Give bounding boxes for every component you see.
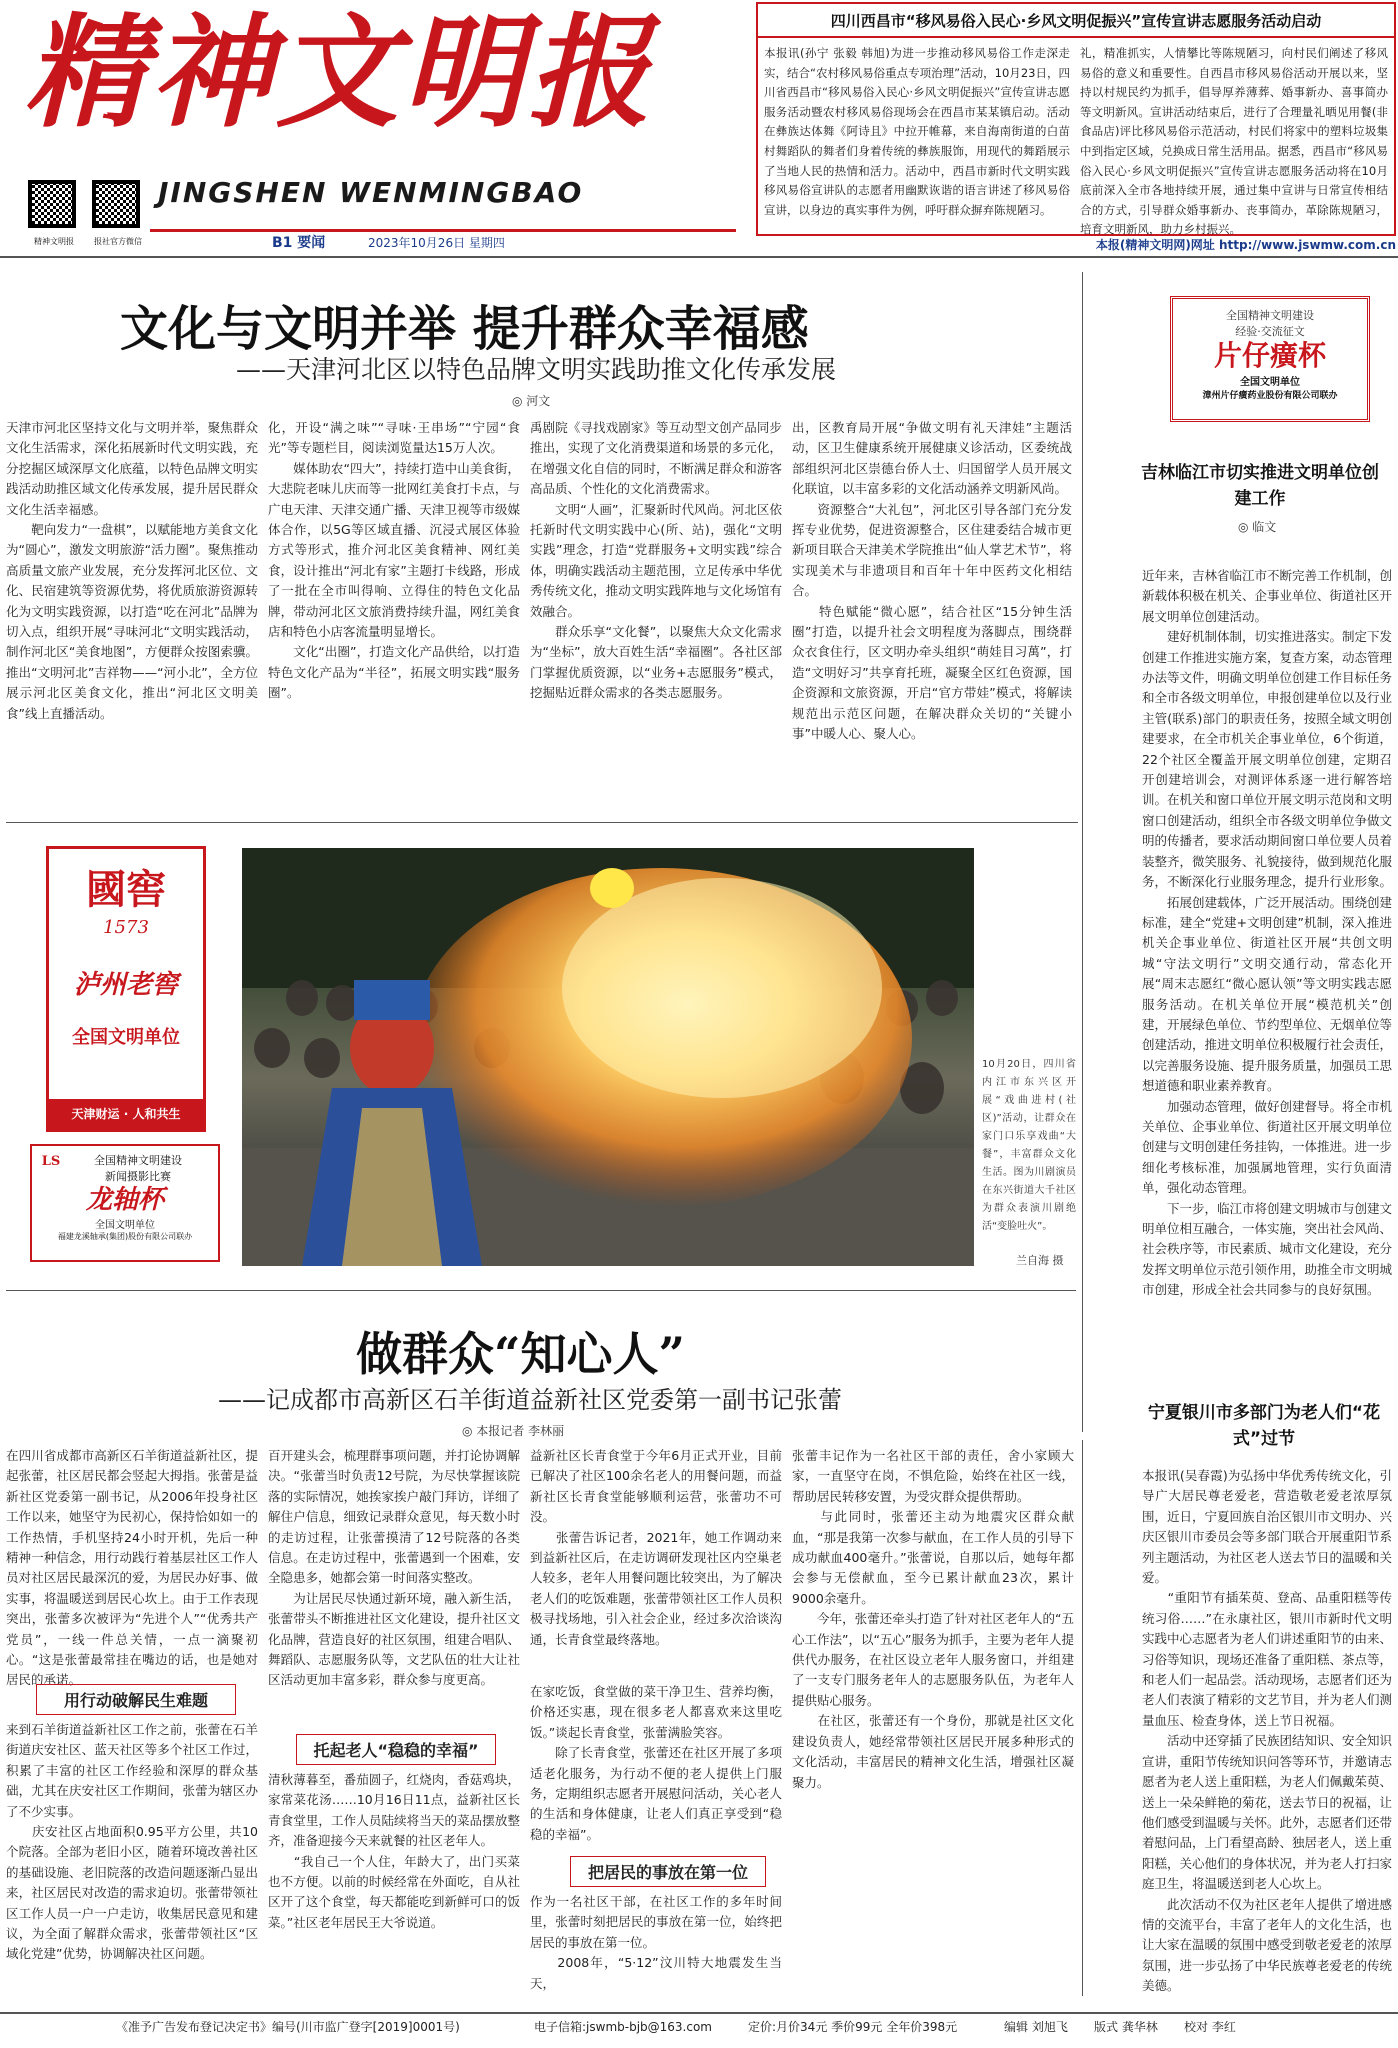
ad2-line1: 全国精神文明建设 [94,1154,182,1167]
luzhou-slogan: 天津财运 · 人和共生 [49,1099,203,1129]
right-story-headline: 吉林临江市切实推进文明单位创建工作 [1141,463,1379,509]
ad2-line2: 新闻摄影比赛 [105,1170,171,1183]
ad2-sponsor1: 全国文明单位 [95,1220,155,1231]
feature-col1b: 来到石羊街道益新社区工作之前，张蕾在石羊街道庆安社区、蓝天社区等多个社区工作过，积累了丰富的社区工作经验和深厚的群众基础，尤其在庆安社区工作期间，张蕾为辖区办了不少实事。 庆安社区占地面积0.95平方公里，共10个院落。全部为老旧小区，随着环境改善社区的基础设施、老旧院落的改造问题逐渐凸显出来，社区居民对改造的需求迫切。张蕾带领社区工作人员一户一户走访，收集居民意见和建议，为全面了解群众需求，张蕾带领社区“区域化党建”优势，协调解决社区问题。 [6,1722,258,1962]
ad2-product: 龙轴杯 [85,1185,164,1215]
feature-headline: 做群众“知心人” [356,1327,685,1381]
right-story-byline [1238,518,1276,535]
lead-subhead: ——天津河北区以特色品牌文明实践助推文化传承发展 [236,355,837,384]
ad-product: 片仔癀杯 [1213,339,1326,372]
lead-col3: 禹剧院《寻找戏剧家》等互动型文创产品同步推出，实现了文化消费渠道和场景的多元化，在增强文化自信的同时，不断满足群众和游客高品质、个性化的文化消费需求。 文明“人画”，汇聚新时代风尚。河北区依托新时代文明实践中心(所、站)，强化“文明实践”理念，打造“党群服务+文明实践”综合体，明确实践活动主题范围，立足传承中华优秀传统文化，推动文明实践阵地与文化场馆有效融合。 群众乐享“文化餐”，以聚焦大众文化需求为“坐标”，放大百姓生活“幸福圈”。各社区部门掌握优质资源，以“业务+志愿服务”模式，挖掘贴近群众需求的各类志愿服务。 [530,420,782,701]
masthead-title [24,2,724,142]
ad-line1: 全国精神文明建设 [1226,309,1314,322]
guojiao-year: 1573 [103,917,149,938]
qr-caption-2: 报社官方微信 [94,237,142,246]
footer-price: 定价:月价34元 季价99元 全年价398元 [748,2020,958,2034]
feature-col3a: 益新社区长青食堂于今年6月正式开业，目前已解决了社区100余名老人的用餐问题，而益新社区长青食堂能够顺利运营，张蕾功不可没。 张蕾告诉记者，2021年，她工作调动来到益新社区后，在走访调研发现社区内空巢老人较多，老年人用餐问题比较突出，为了解决老人们的吃饭难题，张蕾带领社区工作人员积极寻找场地，引入社会企业，经过多次洽谈沟通，长青食堂最终落地。 [530,1448,782,1647]
footer-proof: 校对 李红 [1184,2020,1236,2034]
footer-email[interactable]: 电子信箱:jswmb-bjb@163.com [534,2020,712,2034]
feature-byline [462,1422,564,1439]
yinchuan-body: 本报讯(吴春霞)为弘扬中华优秀传统文化，引导广大居民尊老爱老，营造敬老爱老浓厚氛围，近日，宁夏回族自治区银川市文明办、兴庆区银川市委员会等多部门联合开展重阳节系列主题活动，为社区老人送去节日的温暖和关爱。 “重阳节有插茱萸、登高、品重阳糕等传统习俗……”在永康社区，银川市新时代文明实践中心志愿者为老人们讲述重阳节的由来、习俗等知识，现场还准备了重阳糕、茶点等，和老人们一起品尝。活动现场，志愿者们还为老人们表演了精彩的文艺节目，并为老人们测量血压、检查身体，送上节日祝福。 活动中还穿插了民族团结知识、安全知识宣讲，重阳节传统知识问答等环节，并邀请志愿者为老人送上重阳糕，为老人们佩戴茱萸、送上一朵朵鲜艳的菊花，送去节日的祝福，让他们感受到温暖与关怀。此外，志愿者们还带着慰问品，上门看望高龄、独居老人，送上重阳糕，关心他们的身体状况，并为老人打扫家庭卫生，将温暖送到老人心坎上。 此次活动不仅为社区老年人提供了增进感情的交流平台，丰富了老年人的文化生活，也让大家在温暖的氛围中感受到敬老爱老的浓厚氛围，进一步弘扬了中华民族尊老爱老的传统美德。 [1142,1468,1393,1994]
feature-subhead-3: 把居民的事放在第一位 [570,1856,766,1887]
feature-col4a: 张蕾丰记作为一名社区干部的责任，舍小家顾大家，一直坚守在岗，不惧危险，始终在社区一线，帮助居民转移安置，为受灾群众提供帮助。 与此同时，张蕾还主动为地震灾区群众献血，“那是我第一次参与献血，在工作人员的引导下成功献血400毫升。”张蕾说，自那以后，她每年都会参与无偿献血，至今已累计献血23次，累计9000余毫升。 今年，张蕾还牵头打造了针对社区老年人的“五心工作法”，以“五心”服务为抓手，主要为老年人提供代办服务，在社区设立老年人服务窗口，并组建了一支专门服务老年人的志愿服务队伍，为老年人提供贴心服务。 在社区，张蕾还有一个身份，那就是社区文化建设负责人，她经常带领社区居民开展多种形式的文化活动，丰富居民的精神文化生活，增强社区凝聚力。 [792,1448,1074,1790]
feature-byline-text: 本报记者 李林丽 [476,1424,565,1438]
feature-col3c: 作为一名社区干部，在社区工作的多年时间里，张蕾时刻把居民的事放在第一位，始终把居民的事放在第一位。 2008年，“5·12”汶川特大地震发生当天， [530,1894,782,1991]
footer [0,2018,1398,2042]
feature-subhead-1: 用行动破解民生难题 [36,1684,236,1715]
lead-col4: 出，区教育局开展“争做文明有礼天津娃”主题活动，区卫生健康系统开展健康义诊活动，区委统战部组织河北区崇德台侨人士、归国留学人员开展文化联谊，以丰富多彩的文化活动涵养文明新风尚。 资源整合“大礼包”，河北区引导各部门充分发挥专业优势，促进资源整合，区住建委结合城市更新项目联合天津美术学院推出“仙人掌艺术节”，将实现美术与非遗项目和百年十年中医药文化相结合。 特色赋能“微心愿”，结合社区“15分钟生活圈”打造，以提升社会文明程度为落脚点，围绕群众衣食住行，区文明办牵头组织“萌娃目习萬”，打造“文明好习”共享育托班，凝聚全区红色资源，国企资源和文旅资源，开启“官方带娃”模式，将解读规范出示范区问题，在解决群众关切的“关键小事”中暖人心、聚人心。 [792,420,1072,742]
feature-col3b: 在家吃饭，食堂做的菜干净卫生、营养均衡，价格还实惠，现在很多老人都喜欢来这里吃饭。”谈起长青食堂，张蕾满脸笑容。 除了长青食堂，张蕾还在社区开展了多项适老化服务，为行动不便的老人提供上门服务，定期组织志愿者开展慰问活动，关心老人的生活和身体健康，让老人们真正享受到“稳稳的幸福”。 [530,1684,782,1842]
qr-caption-1: 精神文明报 [34,237,74,246]
pianzaihuang-ad [1170,296,1370,422]
masthead-rule [150,229,736,232]
section-label: B1 要闻 [272,235,326,251]
news-photo [242,848,974,1266]
pen-icon: ◎ [512,394,527,408]
pen-icon: ◎ [1238,520,1253,534]
luzhou-title: 全国文明单位 [72,1027,180,1048]
right-col-divider-2 [1082,1440,1083,1996]
footer-rule [0,2012,1398,2014]
top-story-headline: 四川西昌市“移风易俗入民心·乡风文明促振兴”宣传宣讲志愿服务活动启动 [758,4,1394,38]
lead-col2: 化，开设“满之味”“寻味·王串场”“宁园“食光”等专题栏目，阅读浏览量达15万人次。 媒体助农“四大”，持续打造中山美食街，大悲院老味儿庆而等一批网红美食打卡点，与广电天津、天津交通广播、天津卫视等市级媒体合作，以5G等区域直播、沉浸式展区体验方式等形式，推介河北区美食精神、网红美食，设计推出“河北有家”主题打卡线路，形成了一批在全市叫得响、立得住的特色文化品牌，带动河北区文旅消费持续升温，网红美食店和特色小店客流量明显增长。 文化“出圈”，打造文化产品供给，以打造特色文化产品为“半径”，拓展文明实践“服务圈”。 [268,420,520,701]
lead-col1: 天津市河北区坚持文化与文明并举，聚焦群众文化生活需求，深化拓展新时代文明实践，充分挖掘区域深厚文化底蕴，以特色品牌文明实践活动助推区域文化传承发展，提升居民群众文化生活幸福感。 靶向发力“一盘棋”，以赋能地方美食文化为“圆心”，激发文明旅游“活力圈”。聚焦推动高质量文旅产业发展，充分发挥河北区位、文化、民宿建筑等资源优势，将优质旅游资源转化为文明实践资源，以打造“吃在河北”品牌为切入点，组织开展“寻味河北“文明实践活动，制作河北区“美食地图”，方便群众按图索骥。推出“文明河北”吉祥物——“河小北”，全方位展示河北区美食文化，推出“河北区文明美食”线上直播活动。 [6,420,258,721]
yinchuan-headline: 宁夏银川市多部门为老人们“花式”过节 [1147,1403,1381,1449]
right-story-body: 近年来，吉林省临江市不断完善工作机制，创新载体积极在机关、企事业单位、街道社区开展文明单位创建活动。 建好机制体制，切实推进落实。制定下发创建工作推进实施方案，复查方案，动态管理办法等文件，明确文明单位创建工作目标任务和全市各级文明单位，申报创建单位以及行业主管(联系)部门的职责任务，按照全域文明创建要求，在全市机关企事业单位，6个街道，22个社区全覆盖开展文明单位创建，定期召开创建培训会，对测评体系逐一进行解答培训。在机关和窗口单位开展文明示范岗和文明窗口创建活动，组织全市各级文明单位争做文明的传播者，要求活动期间窗口单位要人员着装整齐，微笑服务、礼貌接待，做到规范化服务，不断深化行业服务理念，提升行业形象。 拓展创建载体，广泛开展活动。围绕创建标准，建全“党建+文明创建”机制，深入推进机关企事业单位、街道社区开展“共创文明城“守法文明行”文明交通行动，常态化开展“周末志愿红“微心愿认领”等文明实践志愿服务活动。在机关单位开展“模范机关”创建，开展绿色单位、节约型单位、无烟单位等创建活动，推进文明单位积极履行社会责任，以完善服务设施、提升服务质量，加强员工思想道德和职业素养教育。 加强动态管理，做好创建督导。将全市机关单位、企事业单位、街道社区开展文明单位创建与文明创建任务挂钩，一体推进。进一步细化考核标准，加强属地管理，实行负面清单，强化动态管理。 下一步，临江市将创建文明城市与创建文明单位相互融合，一体实施，突出社会风尚、社会秩序等，市民素质、城市文化建设，充分发挥文明单位示范引领作用，助推全市文明城市创建，形成全社会共同参与的良好氛围。 [1142,568,1393,1298]
lead-headline: 文化与文明并举 提升群众幸福感 [120,301,809,357]
feature-divider [6,1290,1076,1291]
feature-col1a: 在四川省成都市高新区石羊街道益新社区，提起张蕾，社区居民都会竖起大拇指。张蕾是益新社区党委第一副书记，从2006年投身社区工作以来，她坚守为民初心，保持恰如如一的工作热情，手机坚持24小时开机，先后一种精神一种信念，用行动践行着基层社区工作人员对社区居民最深沉的爱，为居民办好事、做实事，将温暖送到居民心坎上。由于工作表现突出，张蕾多次被评为“先进个人”“优秀共产党员”，一线一件总关情，一点一滴聚初心。“这是张蕾最常挂在嘴边的话，也是她对居民的承诺。 [6,1448,258,1688]
ad-sponsor1: 全国文明单位 [1240,377,1300,388]
qr-code-2 [92,180,140,228]
header-divider [0,256,1398,258]
guojiao-brand: 國窖 [86,866,166,913]
longzhou-ad [30,1144,220,1262]
mid-divider [6,822,1078,823]
footer-layout: 版式 龚华林 [1094,2020,1158,2034]
issue-date: 2023年10月26日 星期四 [368,236,505,250]
ad-line2: 经验·交流征文 [1235,325,1305,338]
photo-scene [242,848,974,1266]
luzhou-laojiao-ad [46,846,206,1132]
top-story-col2: 礼，精准抓实，人情攀比等陈规陋习，向村民们阐述了移风易俗的意义和重要性。自西昌市移风易俗活动开展以来，坚持以村规民约为抓手，倡导厚养薄葬、婚事新办、喜事简办等文明新风。宣讲活动结束后，进行了合理量礼晒见用餐(非食品店)评比移风易俗示范活动，村民们将家中的塑料垃圾集中到指定区域，兑换成日常生活用品。据悉，西昌市“移风易俗入民心·乡风文明促振兴”宣传宣讲志愿服务活动将在10月底前深入全市各地持续开展，通过集中宣讲与日常宣传相结合的方式，引导群众婚事新办、丧事简办，革除陈规陋习，培育文明新风，助力乡村振兴。 [1080,46,1388,237]
feature-col2b: 清秋薄暮至，番茄圆子，红烧肉，香菇鸡块，家常菜花汤……10月16日11点，益新社区长青食堂里，工作人员陆续将当天的菜品摆放整齐，准备迎接今天来就餐的社区老年人。 “我自己一个人住，年龄大了，出门买菜也不方便。以前的时候经常在外面吃，自从社区开了这个食堂，每天都能吃到新鲜可口的饭菜。”社区老年居民王大爷说道。 [268,1772,520,1930]
feature-col2a: 百开建头会，梳理群事项问题，并打论协调解决。“张蕾当时负责12号院，为尽快掌握该院落的实际情况，她挨家挨户敲门拜访，详细了解住户信息，细致记录群众意见，每天数小时的走访过程，让张蕾摸清了12号院落的各类信息。在走访过程中，张蕾遇到一个困难，安全隐患多，她都会第一时间落实整改。 为让居民尽快通过新环境，融入新生活，张蕾带头不断推进社区文化建设，提升社区文化品牌，营造良好的社区氛围，组建合唱队、舞蹈队、志愿服务队等，文艺队伍的壮大让社区活动更加丰富多彩，群众参与度更高。 [268,1448,520,1688]
masthead-pinyin: JINGSHEN WENMINGBAO [158,176,584,209]
footer-license: 《准予广告发布登记决定书》编号(川市监广登字[2019]0001号) [116,2020,460,2034]
feature-subhead: ——记成都市高新区石羊街道益新社区党委第一副书记张蕾 [218,1386,842,1414]
qr-code-1 [28,180,76,228]
top-story-box [756,2,1396,236]
ls-logo-icon: LS [41,1154,61,1169]
right-col-divider [1082,272,1083,1432]
top-story-col1: 本报讯(孙宁 张毅 韩旭)为进一步推动移风易俗工作走深走实，结合“农村移风易俗重点专项治理”活动，10月23日，四川省西昌市“移风易俗入民心·乡风文明促振兴”宣传宣讲志愿服务活动暨农村移风易俗现场会在西昌市某某镇启动。活动在彝族达体舞《阿诗且》中拉开帷幕，来自海南街道的白苗村舞蹈队的舞者们身着传统的彝族服饰，用现代的舞蹈展示了当地人民的热情和活力。活动中，西昌市新时代文明实践移风易俗宣讲队的志愿者用幽默诙谐的语言讲述了移风易俗宣讲，以身边的真实事件为例，呼吁群众摒弃陈规陋习。 [764,46,1070,217]
masthead-title-text: 精神文明报 [24,0,654,144]
website-line: 本报(精神文明网)网址 http://www.jswmw.com.cn [1095,238,1396,252]
pen-icon: ◎ [462,1424,477,1438]
luzhou-brand: 泸州老窖 [73,970,178,1000]
footer-editor: 编辑 刘旭飞 [1004,2020,1068,2034]
photo-credit: 兰自海 摄 [1016,1254,1064,1267]
lead-byline [512,392,550,409]
photo-caption: 10月20日，四川省内江市东兴区开展“戏曲进村(社区)”活动，让群众在家门口乐享戏曲“大餐”，丰富群众文化生活。图为川剧演员在东兴街道大千社区为群众表演川剧绝活“变脸吐火”。 [982,1059,1076,1232]
feature-subhead-2: 托起老人“稳稳的幸福” [296,1734,496,1765]
ad2-sponsor2: 福建龙溪轴承(集团)股份有限公司联办 [57,1232,193,1241]
ad-sponsor2: 漳州片仔癀药业股份有限公司联办 [1202,391,1338,401]
right-story-byline-text: 临文 [1252,520,1277,534]
lead-byline-text: 河文 [526,394,551,408]
